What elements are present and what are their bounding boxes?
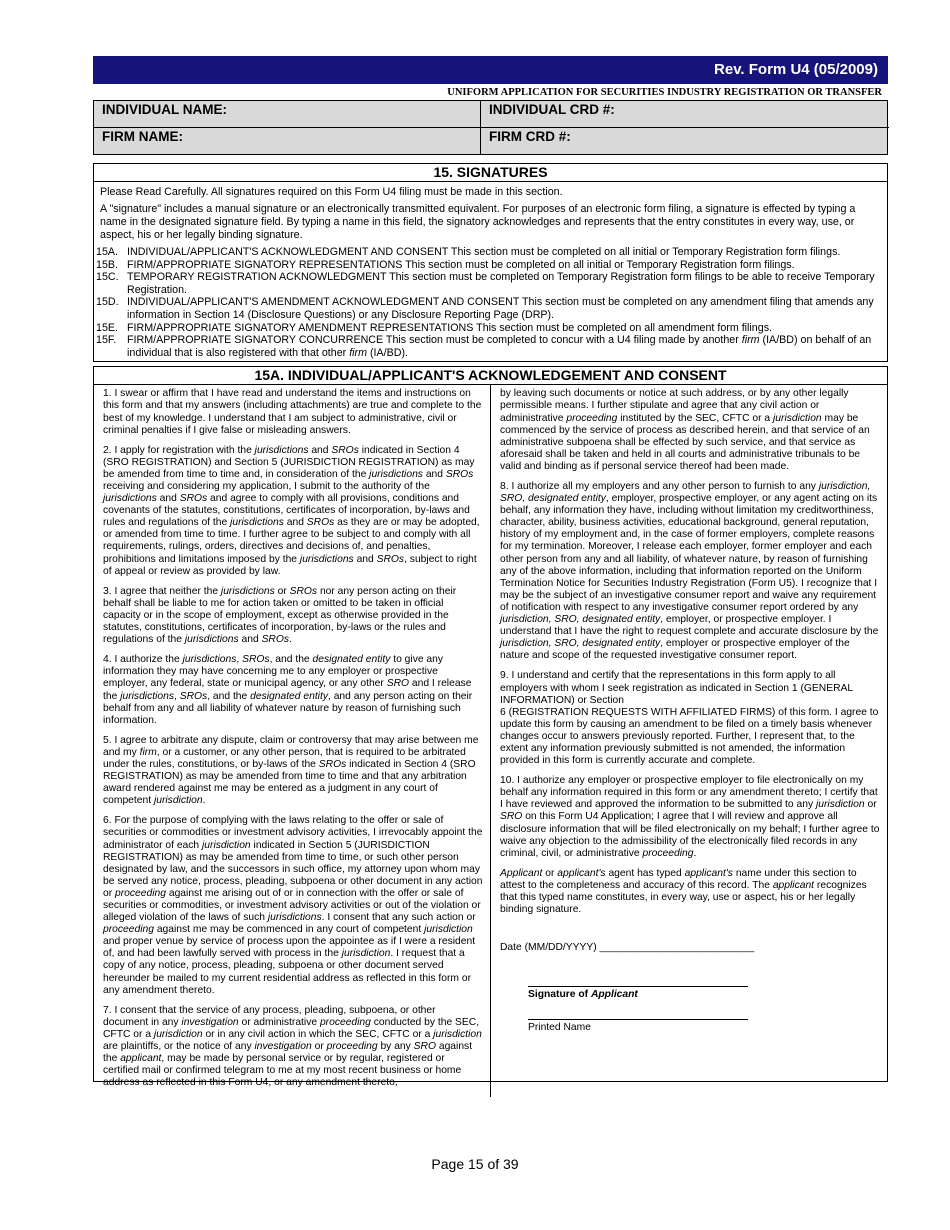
page-number: Page 15 of 39	[431, 1156, 519, 1172]
item-text-part: (IA/BD).	[367, 346, 408, 359]
ack-paragraph: 3. I agree that neither the jurisdictions or SROs nor any person acting on their behalf shall be liable to me for action taken or omitted to be taken in official capacity or in the scope of employment, except as otherwise provided in the statutes, constitutions, certificates of incorporation, by-laws or the rules and regulations of the jurisdictions and SROs.	[103, 585, 457, 646]
ack-paragraph: 4. I authorize the jurisdictions, SROs, and the designated entity to give any information they may have concerning me to any employer or prospective employer, any federal, state or municipal agency, or any other SRO and I release the jurisdictions, SROs, and the designated entity, and any person acting on their behalf from any and all liability of whatever nature by reason of furnishing such information.	[103, 654, 473, 726]
signatures-intro	[94, 182, 887, 242]
identification-grid	[93, 100, 888, 155]
intro-paragraph: Please Read Carefully. All signatures required on this Form U4 filing must be made in this section.	[100, 186, 563, 198]
individual-name-field[interactable]: INDIVIDUAL NAME:	[94, 101, 480, 128]
form-subtitle: UNIFORM APPLICATION FOR SECURITIES INDUSTRY REGISTRATION OR TRANSFER	[447, 87, 882, 98]
list-item	[94, 334, 887, 359]
acknowledgement-title: 15A. INDIVIDUAL/APPLICANT'S ACKNOWLEDGEMENT AND CONSENT	[94, 367, 887, 385]
item-number: 15A.	[96, 246, 118, 258]
item-text: INDIVIDUAL/APPLICANT'S ACKNOWLEDGMENT AND CONSENT This section must be completed on all initial or Temporary Registration form filings.	[127, 246, 841, 258]
printed-name-label: Printed Name	[528, 1022, 591, 1034]
item-number: 15D.	[96, 296, 119, 309]
signature-area	[500, 942, 881, 1034]
list-item	[94, 259, 887, 272]
signatures-title: 15. SIGNATURES	[94, 164, 887, 182]
date-field[interactable]: Date (MM/DD/YYYY) ___________________________	[500, 942, 755, 954]
acknowledgement-left-column	[94, 385, 490, 1097]
item-text-part: (IA/BD) on behalf of an individual that is also registered with that other	[127, 334, 872, 359]
form-page	[93, 56, 888, 1089]
signature-label-text: Signature of	[528, 989, 591, 1001]
firm-crd-field[interactable]: FIRM CRD #:	[480, 128, 889, 154]
item-number: 15E.	[96, 321, 118, 334]
ack-paragraph: by leaving such documents or notice at such address, or by any other legally permissible means. I further stipulate and agree that any civil action or administrative proceeding instituted by the SEC, CFTC or a jurisdiction may be commenced by the service of process as described herein, and that service of an administrative subpoena shall be effected by such service, and that service as aforesaid shall be taken and held in all courts and administrative tribunals to be valid and binding as if personal service thereof had been made.	[500, 388, 870, 472]
acknowledgement-section	[93, 366, 888, 1089]
list-item	[94, 246, 887, 259]
list-item	[94, 296, 887, 321]
printed-name-line[interactable]	[528, 1019, 748, 1020]
item-text	[127, 334, 887, 359]
firm-name-field[interactable]: FIRM NAME:	[102, 129, 183, 144]
form-title-banner	[93, 56, 888, 84]
item-text: TEMPORARY REGISTRATION ACKNOWLEDGMENT This section must be completed on Temporary Registration form filings to be able to receive Temporary Registration.	[127, 271, 875, 296]
item-number: 15B.	[96, 258, 118, 271]
list-item	[94, 271, 887, 296]
ack-paragraph: 9. I understand and certify that the representations in this form apply to all employers with whom I seek registration as indicated in Section 1 (GENERAL INFORMATION) or Section 6 (REGISTRATION REQUESTS WITH AFFILIATED FIRMS) of this form. I agree to update this form by causing an amendment to be filed on a timely basis whenever changes occur to answers previously reported. Further, I represent that, to the extent any information previously submitted is not amended, the information provided in this form is currently accurate and complete.	[500, 670, 879, 767]
signature-line[interactable]	[528, 986, 748, 987]
form-title: Rev. Form U4 (05/2009)	[714, 61, 878, 78]
signature-label	[528, 989, 881, 1001]
item-text: FIRM/APPROPRIATE SIGNATORY AMENDMENT REPRESENTATIONS This section must be completed on all amendment form filings.	[127, 321, 773, 334]
acknowledgement-columns	[94, 385, 887, 1089]
item-text-emphasis: firm	[349, 346, 367, 359]
ack-paragraph: 7. I consent that the service of any process, pleading, subpoena, or other document in any investigation or administrative proceeding conducted by the SEC, CFTC or a jurisdiction or in any civil action in which the SEC, CFTC or a jurisdiction are plaintiffs, or the notice of any investigation or proceeding by any SRO against the applicant, may be made by personal service or by regular, registered or certified mail or confirmed telegram to me at my most recent business or home address as reflected in this Form U4, or any amendment thereto,	[103, 1004, 482, 1089]
ack-paragraph: 10. I authorize any employer or prospective employer to file electronically on my behalf any information required in this form or any amendment thereto; I certify that I have reviewed and approved the information to be submitted to any jurisdiction or SRO on this Form U4 Application; I agree that I will review and approve all disclosure information that will be filed electronically on my behalf; I further agree to waive any objection to the admissibility of the electronically filed records in any criminal, civil, or administrative proceeding.	[500, 775, 880, 859]
item-text: FIRM/APPROPRIATE SIGNATORY REPRESENTATIONS This section must be completed on all initial or Temporary Registration form filings.	[127, 258, 795, 271]
ack-paragraph: 1. I swear or affirm that I have read and understand the items and instructions on this form and that my answers (including attachments) are true and complete to the best of my knowledge. I understand that I am subject to administrative, civil or criminal penalties if I give false or misleading answers.	[103, 388, 482, 436]
ack-paragraph: 6. For the purpose of complying with the laws relating to the offer or sale of securities or commodities or investment advisory activities, I irrevocably appoint the administrator of each jurisdiction indicated in Section 5 (JURISDICTION REGISTRATION) as may be amended from time to time, or such other person designated by law, and the successors in such office, my attorney upon whom may be served any notice, process, pleading, subpoena or other document in any action or proceeding against me arising out of or in connection with the offer or sale of securities or commodities, or investment advisory activities or out of the violation or alleged violation of the laws of such jurisdictions. I consent that any such action or proceeding against me may be commenced in any court of competent jurisdiction and proper venue by service of process upon the appointee as if I were a resident of, and had been lawfully served with process in the jurisdiction. I request that a copy of any notice, process, pleading, subpoena or other document served hereunder be mailed to my current residential address as reflected in this form or any amendment thereto.	[103, 815, 483, 996]
acknowledgement-right-column	[490, 385, 888, 1097]
item-text-emphasis: firm	[741, 334, 760, 347]
item-number: 15C.	[96, 271, 119, 284]
signatures-section	[93, 163, 888, 362]
ack-paragraph: 2. I apply for registration with the jurisdictions and SROs indicated in Section 4 (SRO REGISTRATION) and Section 5 (JURISDICTION REGISTRATION) as may be amended from time to time and, in consideration of the jurisdictions and SROs receiving and considering my application, I submit to the authority of the jurisdictions and SROs and agree to comply with all provisions, conditions and covenants of the statutes, constitutions, certificates of incorporation, by-laws and rules and regulations of the jurisdictions and SROs as they are or may be adopted, or amended from time to time. I further agree to be subject to and comply with all requirements, rulings, orders, directives and decisions of, and penalties, prohibitions and limitations imposed by the jurisdictions and SROs, subject to right of appeal or review as provided by law.	[103, 444, 480, 577]
signature-label-emphasis: Applicant	[590, 989, 638, 1001]
ack-paragraph: 8. I authorize all my employers and any other person to furnish to any jurisdiction, SRO, designated entity, employer, prospective employer, or any agent acting on its behalf, any information they have, including without limitation my creditworthiness, character, ability, business activities, educational background, general reputation, history of my employment and, in the case of former employers, complete reasons for my termination. Moreover, I release each employer, former employer and each other person from any and all liability, of whatever nature, by reason of furnishing any of the above information, including that information reported on the Uniform Termination Notice for Securities Industry Registration (Form U5). I recognize that I may be the subject of an investigative consumer report and waive any requirement of notification with respect to any investigative consumer report ordered by any jurisdiction, SRO, designated entity, employer, or prospective employer. I understand that I have the right to request complete and accurate disclosure by the jurisdiction, SRO, designated entity, employer or prospective employer of the nature and scope of the requested investigative consumer report.	[500, 481, 879, 662]
individual-crd-field[interactable]: INDIVIDUAL CRD #:	[480, 101, 889, 128]
ack-paragraph: 5. I agree to arbitrate any dispute, claim or controversy that may arise between me and my firm, or a customer, or any other person, that is required to be arbitrated under the rules, constitutions, or by-laws of the SROs indicated in Section 4 (SRO REGISTRATION) as may be amended from time to time and that any arbitration award rendered against me may be entered as a judgment in any court of competent jurisdiction.	[103, 734, 479, 807]
signature-items-list	[94, 246, 887, 361]
ack-paragraph: Applicant or applicant's agent has typed applicant's name under this section to attest to the completeness and accuracy of this record. The applicant recognizes that this typed name constitutes, in every way, use or aspect, his or her legally binding signature.	[500, 867, 867, 916]
item-text: INDIVIDUAL/APPLICANT'S AMENDMENT ACKNOWLEDGMENT AND CONSENT This section must be completed on any amendment filing that amends any information in Section 14 (Disclosure Questions) or any Disclosure Reporting Page (DRP).	[127, 296, 874, 321]
item-number: 15F.	[96, 334, 117, 347]
list-item	[94, 322, 887, 335]
intro-paragraph: A "signature" includes a manual signature or an electronically transmitted equivalent. For purposes of an electronic form filing, a signature is effected by typing a name in the designated signature field. By typing a name in this field, the signatory acknowledges and represents that the entry constitutes in every way, use, or aspect, his or her legally binding signature.	[100, 203, 856, 241]
item-text-part: FIRM/APPROPRIATE SIGNATORY CONCURRENCE This section must be completed to concur with a U4 filing made by another	[127, 334, 742, 347]
